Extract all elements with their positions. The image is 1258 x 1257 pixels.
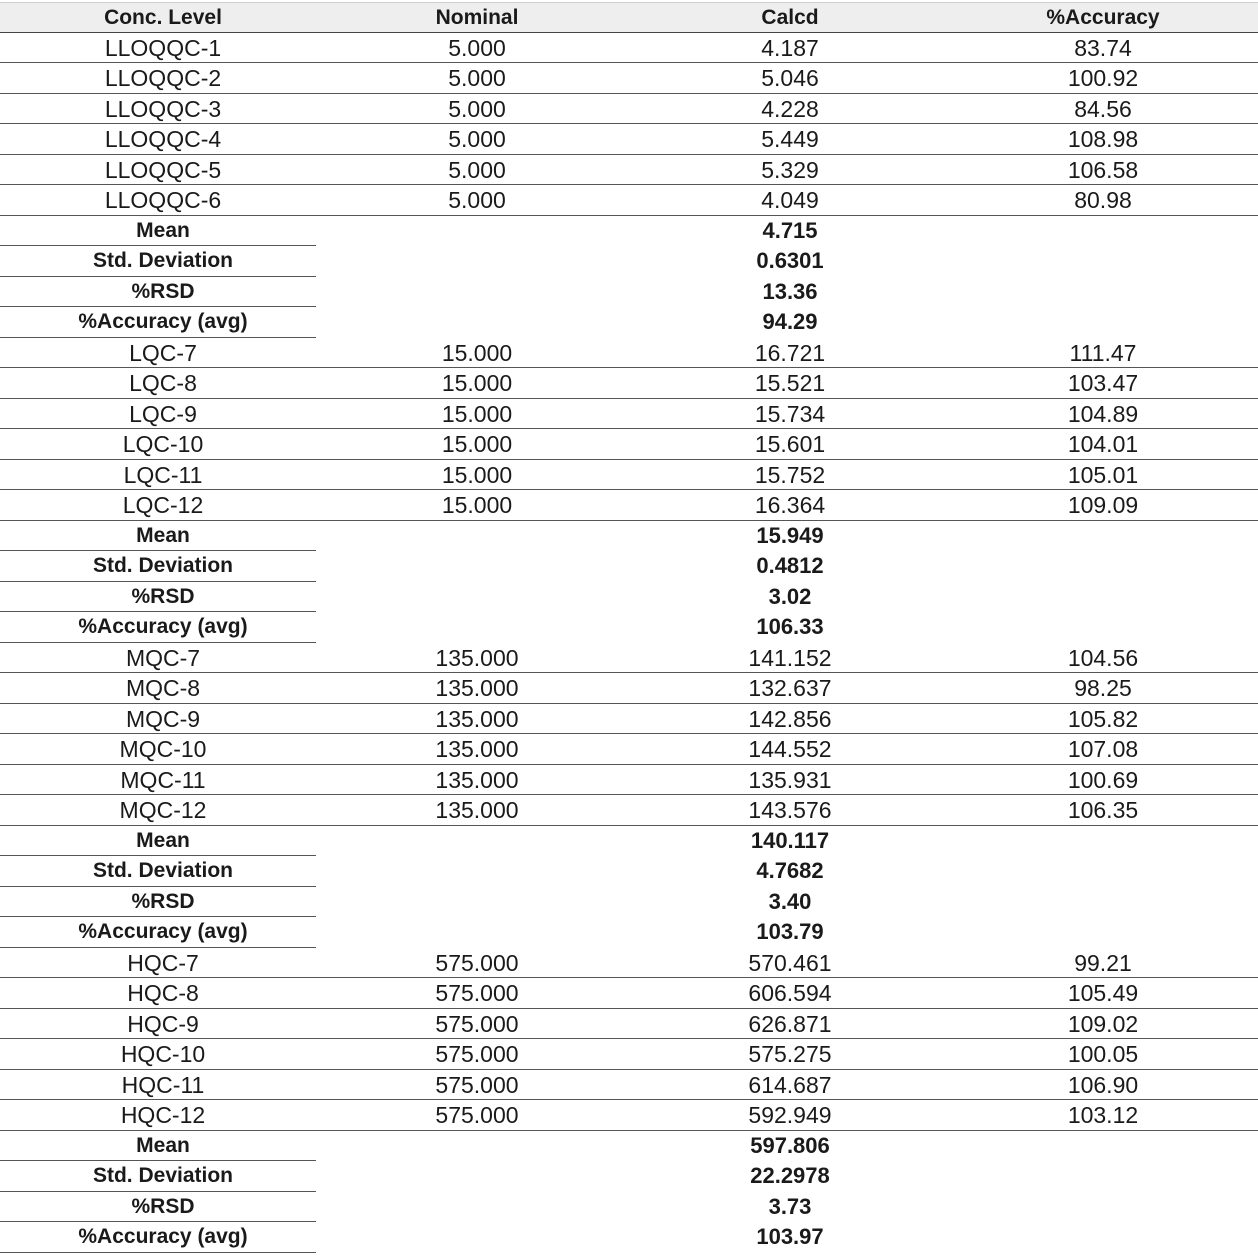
cell-accuracy: 109.09 [1067, 492, 1139, 518]
summary-value: 103.79 [756, 919, 824, 944]
summary-value: 22.2978 [750, 1163, 830, 1188]
qc-group [0, 643, 1258, 948]
cell-accuracy: 104.89 [1067, 400, 1139, 427]
summary-label: Std. Deviation [92, 859, 234, 882]
cell-conc-level: MQC-12 [119, 797, 207, 823]
cell-calcd: 606.594 [748, 980, 832, 1006]
summary-value: 3.40 [768, 888, 812, 914]
table-row [0, 368, 1258, 399]
summary-row [0, 216, 1258, 247]
summary-value: 106.33 [756, 614, 824, 639]
cell-calcd: 570.461 [748, 949, 832, 976]
summary-value: 94.29 [762, 309, 818, 334]
table-row [0, 63, 1258, 94]
cell-nominal: 575.000 [435, 1071, 519, 1098]
table-row [0, 1100, 1258, 1131]
table-row [0, 124, 1258, 155]
cell-calcd: 626.871 [748, 1010, 832, 1037]
cell-conc-level: LQC-10 [122, 431, 204, 457]
cell-nominal: 135.000 [435, 736, 519, 762]
cell-accuracy: 106.90 [1067, 1071, 1139, 1098]
cell-nominal: 135.000 [435, 705, 519, 732]
table-row [0, 1039, 1258, 1070]
cell-conc-level: HQC-7 [127, 949, 199, 976]
table-body [0, 33, 1258, 1253]
cell-nominal: 135.000 [435, 644, 519, 671]
cell-conc-level: MQC-11 [120, 766, 206, 793]
cell-nominal: 5.000 [448, 126, 506, 152]
cell-accuracy: 104.56 [1067, 644, 1139, 671]
table-row [0, 948, 1258, 979]
summary-row [0, 551, 1258, 582]
qc-group [0, 33, 1258, 338]
cell-accuracy: 98.25 [1074, 675, 1132, 701]
cell-calcd: 135.931 [748, 766, 832, 793]
cell-accuracy: 100.92 [1067, 65, 1139, 91]
cell-conc-level: HQC-9 [127, 1010, 199, 1037]
cell-calcd: 141.152 [748, 644, 832, 671]
cell-nominal: 575.000 [435, 1041, 519, 1067]
cell-calcd: 16.364 [754, 492, 826, 518]
cell-calcd: 16.721 [754, 339, 826, 366]
summary-value: 103.97 [756, 1224, 824, 1249]
header-calcd: Calcd [761, 6, 819, 29]
summary-row [0, 856, 1258, 887]
cell-nominal: 5.000 [448, 65, 506, 91]
table-row [0, 490, 1258, 521]
summary-label: %Accuracy (avg) [78, 310, 248, 333]
summary-value: 15.949 [756, 522, 824, 548]
cell-accuracy: 105.01 [1067, 461, 1139, 488]
cell-nominal: 575.000 [435, 1102, 519, 1128]
summary-label: %RSD [131, 889, 195, 913]
cell-accuracy: 106.58 [1067, 156, 1139, 183]
cell-nominal: 575.000 [435, 949, 519, 976]
table-row [0, 734, 1258, 765]
summary-value: 3.02 [768, 583, 812, 609]
summary-row [0, 1161, 1258, 1192]
cell-nominal: 135.000 [435, 766, 519, 793]
summary-label: %Accuracy (avg) [78, 1225, 248, 1248]
table-row [0, 704, 1258, 735]
qc-group [0, 948, 1258, 1253]
cell-accuracy: 106.35 [1067, 797, 1139, 823]
summary-label: Mean [136, 218, 190, 242]
cell-conc-level: LQC-7 [129, 339, 197, 366]
table-row [0, 795, 1258, 826]
cell-conc-level: HQC-12 [120, 1102, 206, 1128]
cell-nominal: 5.000 [448, 187, 506, 213]
cell-conc-level: HQC-8 [127, 980, 199, 1006]
cell-conc-level: LLOQQC-6 [104, 187, 222, 213]
cell-accuracy: 105.82 [1067, 705, 1139, 732]
cell-conc-level: MQC-8 [125, 675, 201, 701]
summary-value: 0.6301 [756, 248, 824, 273]
cell-calcd: 592.949 [748, 1102, 832, 1128]
summary-row [0, 612, 1258, 643]
summary-label: Mean [136, 828, 190, 852]
cell-conc-level: LQC-12 [122, 492, 204, 518]
table-row [0, 429, 1258, 460]
cell-calcd: 15.734 [754, 400, 826, 427]
cell-accuracy: 105.49 [1067, 980, 1139, 1006]
cell-accuracy: 100.69 [1067, 766, 1139, 793]
cell-conc-level: MQC-9 [125, 705, 201, 732]
cell-calcd: 15.752 [754, 461, 826, 488]
table-row [0, 1009, 1258, 1040]
cell-conc-level: LQC-9 [129, 400, 197, 427]
summary-row [0, 1192, 1258, 1223]
cell-nominal: 15.000 [441, 370, 513, 396]
summary-row [0, 1131, 1258, 1162]
summary-value: 13.36 [762, 278, 818, 304]
table-row [0, 94, 1258, 125]
summary-value: 140.117 [750, 827, 830, 853]
cell-nominal: 15.000 [441, 492, 513, 518]
summary-value: 4.7682 [756, 858, 824, 883]
cell-nominal: 5.000 [448, 95, 506, 122]
cell-nominal: 575.000 [435, 980, 519, 1006]
cell-conc-level: LLOQQC-1 [104, 34, 222, 61]
cell-conc-level: LLOQQC-3 [104, 95, 222, 122]
table-header-row [0, 2, 1258, 33]
summary-row [0, 1222, 1258, 1253]
summary-row [0, 246, 1258, 277]
summary-label: %Accuracy (avg) [78, 615, 248, 638]
table-row [0, 673, 1258, 704]
cell-calcd: 15.601 [754, 431, 826, 457]
cell-conc-level: MQC-10 [119, 736, 207, 762]
cell-accuracy: 80.98 [1074, 187, 1132, 213]
summary-label: Std. Deviation [92, 554, 234, 577]
summary-label: Mean [136, 523, 190, 547]
cell-nominal: 5.000 [448, 156, 506, 183]
cell-calcd: 5.329 [761, 156, 819, 183]
cell-nominal: 135.000 [435, 797, 519, 823]
cell-nominal: 135.000 [435, 675, 519, 701]
cell-accuracy: 109.02 [1067, 1010, 1139, 1037]
cell-conc-level: LLOQQC-4 [104, 126, 222, 152]
cell-calcd: 4.187 [761, 34, 819, 61]
cell-conc-level: LQC-8 [129, 370, 197, 396]
summary-row [0, 887, 1258, 918]
summary-label: %RSD [131, 279, 195, 303]
cell-conc-level: MQC-7 [125, 644, 201, 671]
summary-value: 3.73 [768, 1193, 812, 1219]
header-conc-level: Conc. Level [104, 6, 222, 29]
cell-accuracy: 83.74 [1074, 34, 1132, 61]
cell-accuracy: 103.12 [1067, 1102, 1139, 1128]
summary-row [0, 521, 1258, 552]
cell-accuracy: 84.56 [1074, 95, 1132, 122]
cell-nominal: 15.000 [441, 339, 513, 366]
cell-calcd: 144.552 [748, 736, 832, 762]
cell-conc-level: HQC-10 [120, 1041, 206, 1067]
summary-row [0, 307, 1258, 338]
table-row [0, 1070, 1258, 1101]
cell-nominal: 5.000 [448, 34, 506, 61]
cell-nominal: 15.000 [441, 400, 513, 427]
cell-accuracy: 99.21 [1074, 949, 1132, 976]
cell-calcd: 15.521 [754, 370, 826, 396]
table-row [0, 643, 1258, 674]
cell-conc-level: LQC-11 [123, 461, 203, 488]
cell-conc-level: LLOQQC-2 [104, 65, 222, 91]
cell-nominal: 15.000 [441, 431, 513, 457]
cell-calcd: 575.275 [748, 1041, 832, 1067]
cell-calcd: 143.576 [748, 797, 832, 823]
qc-accuracy-table [0, 2, 1258, 1253]
summary-value: 597.806 [750, 1132, 830, 1158]
table-row [0, 978, 1258, 1009]
cell-conc-level: HQC-11 [121, 1071, 205, 1098]
cell-accuracy: 103.47 [1067, 370, 1139, 396]
summary-value: 0.4812 [756, 553, 824, 578]
summary-row [0, 826, 1258, 857]
summary-label: %RSD [131, 584, 195, 608]
summary-label: %Accuracy (avg) [78, 920, 248, 943]
cell-accuracy: 104.01 [1067, 431, 1139, 457]
summary-label: Std. Deviation [92, 249, 234, 272]
cell-accuracy: 108.98 [1067, 126, 1139, 152]
summary-row [0, 582, 1258, 613]
header-nominal: Nominal [435, 6, 519, 29]
cell-calcd: 5.046 [761, 65, 819, 91]
table-row [0, 338, 1258, 369]
cell-calcd: 614.687 [748, 1071, 832, 1098]
summary-row [0, 277, 1258, 308]
table-row [0, 399, 1258, 430]
table-row [0, 460, 1258, 491]
cell-nominal: 575.000 [435, 1010, 519, 1037]
cell-accuracy: 111.47 [1069, 339, 1137, 366]
summary-label: Mean [136, 1133, 190, 1157]
cell-conc-level: LLOQQC-5 [104, 156, 222, 183]
table-row [0, 765, 1258, 796]
cell-calcd: 132.637 [748, 675, 832, 701]
summary-value: 4.715 [762, 217, 818, 243]
qc-group [0, 338, 1258, 643]
table-row [0, 155, 1258, 186]
cell-calcd: 4.228 [761, 95, 819, 122]
cell-calcd: 5.449 [761, 126, 819, 152]
header-accuracy: %Accuracy [1046, 6, 1160, 29]
cell-nominal: 15.000 [441, 461, 513, 488]
summary-label: Std. Deviation [92, 1164, 234, 1187]
summary-label: %RSD [131, 1194, 195, 1218]
cell-calcd: 4.049 [761, 187, 819, 213]
cell-accuracy: 100.05 [1067, 1041, 1139, 1067]
table-row [0, 185, 1258, 216]
table-row [0, 33, 1258, 64]
cell-calcd: 142.856 [748, 705, 832, 732]
summary-row [0, 917, 1258, 948]
cell-accuracy: 107.08 [1067, 736, 1139, 762]
